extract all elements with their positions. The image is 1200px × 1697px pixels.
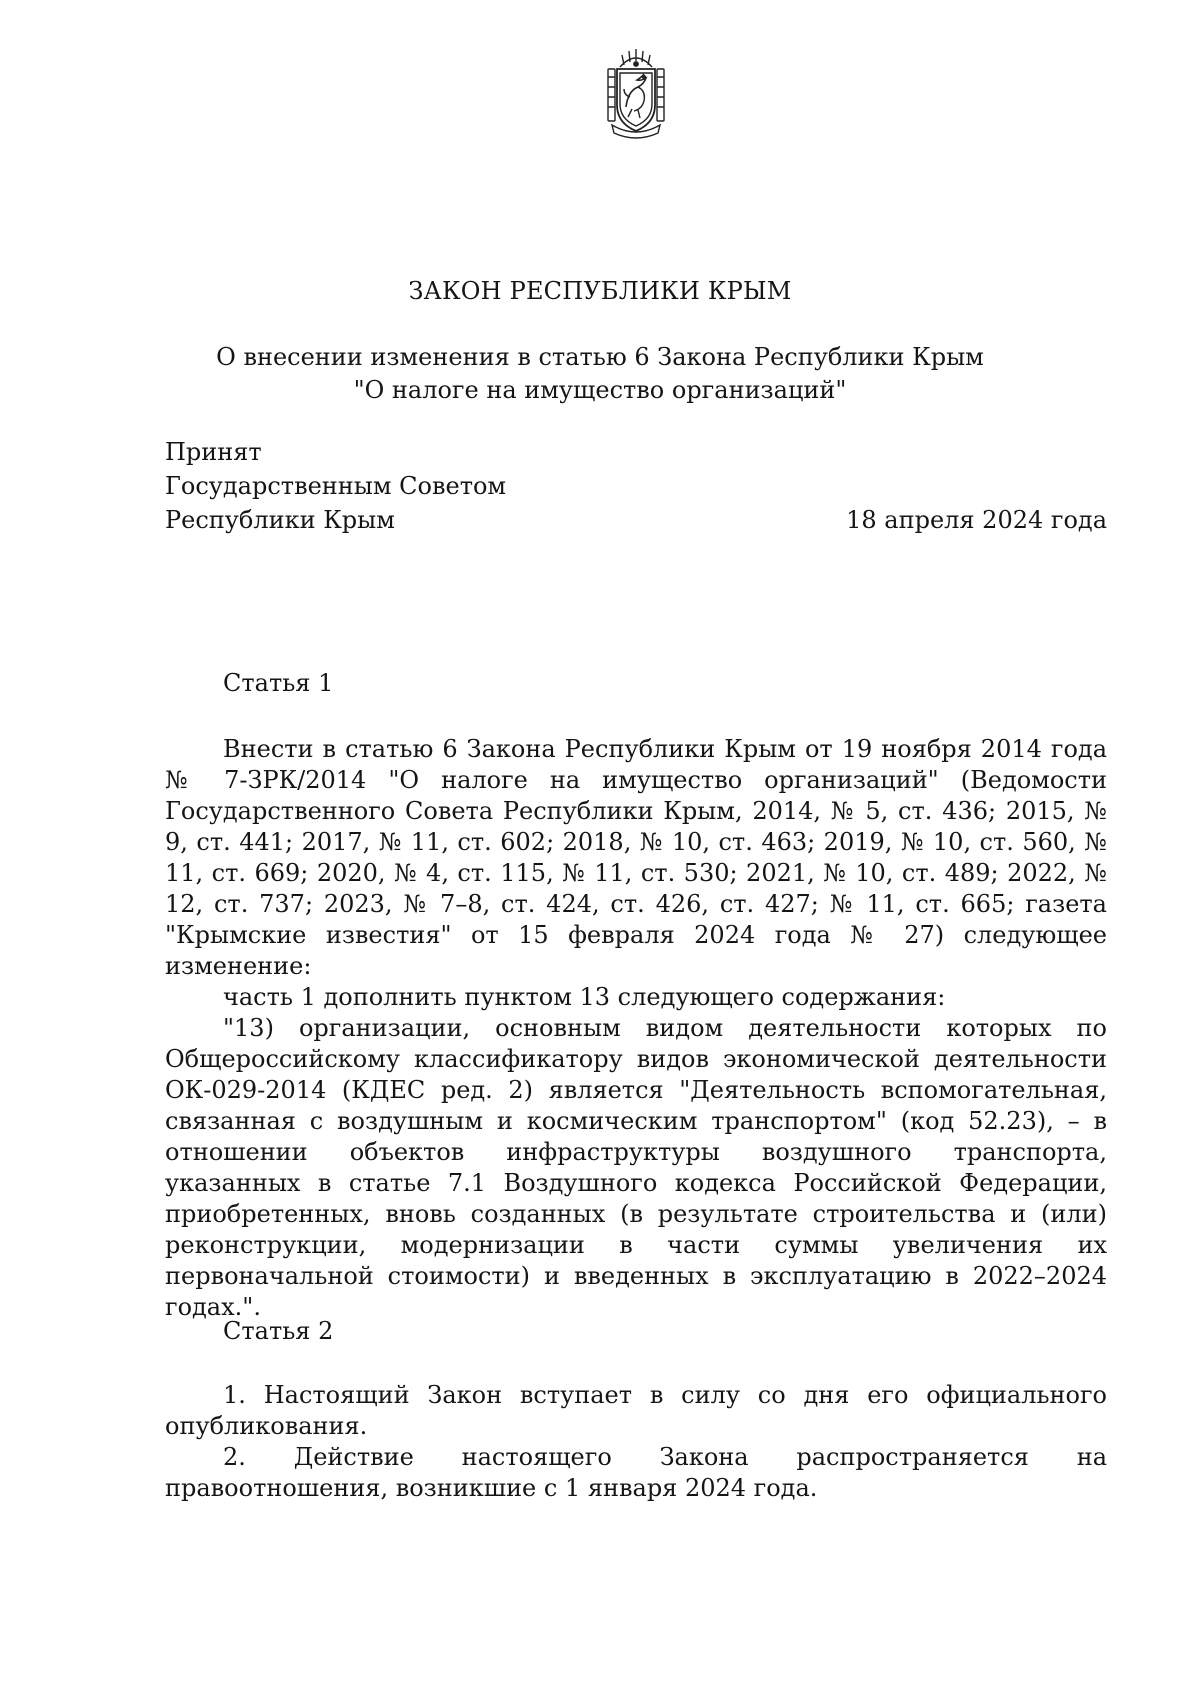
article-2-body [165,1380,1107,1504]
adoption-line-3: Республики Крым [165,506,395,534]
adoption-line-2: Государственным Советом [165,472,507,500]
document-title: ЗАКОН РЕСПУБЛИКИ КРЫМ [408,277,792,305]
article-1-heading: Статья 1 [223,669,334,697]
article-1-paragraph: Внести в статью 6 Закона Республики Крым от 19 ноября 2014 года № 7-ЗРК/2014 "О налоге на имущество организаций" (Ведомости Государственного Совета Республики Крым, 2014, № 5, ст. 436; 2015, № 9, ст. 441; 2017, № 11, ст. 602; 2018, № 10, ст. 463; 2019, № 10, ст. 560, № 11, ст. 669; 2020, № 4, ст. 115, № 11, ст. 530; 2021, № 10, ст. 489; 2022, № 12, ст. 737; 2023, № 7–8, ст. 424, ст. 426, ст. 427; № 11, ст. 665; газета "Крымские известия" от 15 февраля 2024 года № 27) следующее изменение: [165,735,1107,980]
subtitle-line-1: О внесении изменения в статью 6 Закона Республики Крым [216,343,984,371]
adoption-line-1: Принят [165,438,262,466]
article-1-paragraph: часть 1 дополнить пунктом 13 следующего содержания: [223,983,946,1011]
article-2-paragraph: 2. Действие настоящего Закона распространяется на правоотношения, возникшие с 1 января 2024 года. [165,1443,1107,1502]
article-2-heading: Статья 2 [223,1317,334,1345]
subtitle-line-2: "О налоге на имущество организаций" [353,376,847,404]
document-subtitle [200,341,1000,407]
article-2-paragraph: 1. Настоящий Закон вступает в силу со дня его официального опубликования. [165,1381,1107,1440]
adoption-block [165,435,506,537]
crimea-coat-of-arms-icon [604,47,668,139]
article-1-paragraph: "13) организации, основным видом деятельности которых по Общероссийскому классификатору видов экономической деятельности ОК-029-2014 (КДЕС ред. 2) является "Деятельность вспомогательная, связанная с воздушным и космическим транспортом" (код 52.23), – в отношении объектов инфраструктуры воздушного транспорта, указанных в статье 7.1 Воздушного кодекса Российской Федерации, приобретенных, вновь созданных (в результате строительства и (или) реконструкции, модернизации в части суммы увеличения их первоначальной стоимости) и введенных в эксплуатацию в 2022–2024 годах.". [165,1014,1107,1321]
article-1-body [165,734,1107,1323]
adoption-date: 18 апреля 2024 года [846,506,1107,534]
